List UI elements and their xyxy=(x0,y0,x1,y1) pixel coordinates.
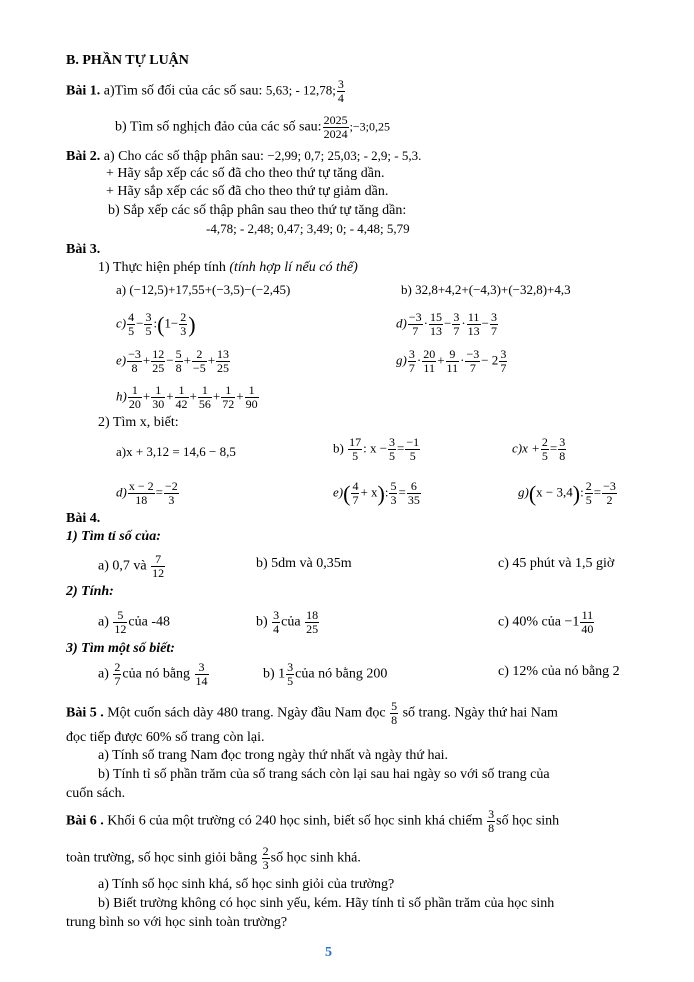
bai3-x-e: e)( $\frac{4}{7}$ + x): $\frac{5}{3}$ = $\frac{6}{35}$ xyxy=(333,479,420,507)
bai4-r1-c: c) 45 phút và 1,5 giờ xyxy=(498,556,615,571)
bai4-r2-b: b) $\frac{3}{4}$ của $\frac{18}{25}$ xyxy=(256,608,319,636)
bai3-x-b: b) $\frac{17}{5}$ : x − $\frac{3}{5}$ = $\frac{-1}{5}$ xyxy=(333,435,420,463)
bai3-part2: 2) Tìm x, biết: xyxy=(98,415,179,430)
fraction: $\frac{13}{25}$ xyxy=(217,347,230,375)
bai3-d: d) $\frac{-3}{7}$ · $\frac{15}{13}$ − $\frac{3}{7}$ · $\frac{11}{13}$ − $\frac{3}{7}$ xyxy=(396,310,497,338)
bai1-line-b xyxy=(115,114,390,141)
fraction: $\frac{3}{8}$ xyxy=(559,435,566,463)
fraction: $\frac{5}{12}$ xyxy=(114,608,127,636)
bai3-p1-text: 1) Thực hiện phép tính xyxy=(98,260,226,275)
fraction: $\frac{2}{7}$ xyxy=(114,660,121,688)
bai2-line-a xyxy=(66,147,421,165)
fraction: $\frac{5}{8}$ xyxy=(391,699,398,727)
bai6-label: Bài 6 . xyxy=(66,813,104,829)
fraction: $\frac{3}{14}$ xyxy=(195,660,208,688)
bai3-x-g: g)(x − 3,4): $\frac{2}{5}$ = $\frac{-3}{2}$ xyxy=(518,479,616,507)
bai4-r2-c: c) 40% của −1 $\frac{11}{40}$ xyxy=(498,608,594,636)
bai1-a-nums: 5,63; - 12,78; xyxy=(265,82,336,98)
bai5-line-5: cuốn sách. xyxy=(66,786,126,801)
fraction: $\frac{3}{7}$ xyxy=(491,310,497,338)
bai5-line-4: b) Tính tỉ số phần trăm của số trang sách còn lại sau hai ngày so với số trang của xyxy=(98,767,550,782)
bai5-line-2: đọc tiếp được 60% số trang còn lại. xyxy=(66,730,265,745)
bai2-plus1: + Hãy sắp xếp các số đã cho theo thứ tự tăng dần. xyxy=(106,166,385,181)
bai6-line-2: toàn trường, số học sinh giỏi bằng $\frac{2}{3}$ số học sinh khá. xyxy=(66,844,361,872)
fraction: $\frac{11}{40}$ xyxy=(581,608,594,636)
fraction: $\frac{-3}{2}$ xyxy=(603,479,616,507)
bai4-r3-b: b) 1 $\frac{3}{5}$ của nó bằng 200 xyxy=(263,660,388,688)
fraction: $\frac{1}{42}$ xyxy=(175,383,188,411)
bai4-heading-2: 2) Tính: xyxy=(66,584,114,599)
fraction: $\frac{1}{20}$ xyxy=(128,383,141,411)
bai2-label: Bài 2. xyxy=(66,149,101,164)
bai3-a: a) (−12,5)+17,55+(−3,5)−(−2,45) xyxy=(116,282,291,297)
fraction: $\frac{3}{5}$ xyxy=(389,435,396,463)
bai5-line-1: Bài 5 . Một cuốn sách dày 480 trang. Ngày đầu Nam đọc $\frac{5}{8}$ số trang. Ngày thứ hai Nam xyxy=(66,699,558,727)
bai6-line-1: Bài 6 . Khối 6 của một trường có 240 học sinh, biết số học sinh khá chiếm $\frac{3}{8}$ số học sinh xyxy=(66,807,560,835)
fraction: $\frac{2}{5}$ xyxy=(541,435,548,463)
fraction: $\frac{12}{25}$ xyxy=(152,347,165,375)
bai3-c: c) $\frac{4}{5}$ − $\frac{3}{5}$ :(1− $\frac{2}{3}$ ) xyxy=(116,310,196,338)
bai4-r1-b: b) 5dm và 0,35m xyxy=(256,556,352,571)
section-title: B. PHẦN TỰ LUẬN xyxy=(66,53,189,68)
fraction: $\frac{2025}{2024}$ xyxy=(323,113,348,141)
bai1-line-a xyxy=(66,78,346,105)
bai6-line-5: trung bình so với học sinh toàn trường? xyxy=(66,915,288,930)
bai5-label: Bài 5 . xyxy=(66,705,104,721)
fraction: $\frac{15}{13}$ xyxy=(429,310,442,338)
bai2-b-nums: -4,78; - 2,48; 0,47; 3,49; 0; - 4,48; 5,79 xyxy=(206,221,410,236)
fraction: $\frac{1}{90}$ xyxy=(245,383,258,411)
page-number: 5 xyxy=(325,945,332,960)
fraction: $\frac{3}{7}$ xyxy=(500,347,507,375)
fraction: $\frac{3}{4}$ xyxy=(273,608,280,636)
fraction: $\frac{3}{4}$ xyxy=(337,77,344,105)
bai3-b: b) 32,8+4,2+(−4,3)+(−32,8)+4,3 xyxy=(401,282,571,297)
bai1-a-text: a)Tìm số đối của các số sau: xyxy=(103,83,263,99)
fraction: $\frac{7}{12}$ xyxy=(152,552,165,580)
fraction: $\frac{17}{5}$ xyxy=(349,435,362,463)
fraction: $\frac{3}{7}$ xyxy=(453,310,460,338)
fraction: $\frac{5}{8}$ xyxy=(175,347,182,375)
fraction: $\frac{5}{3}$ xyxy=(390,479,397,507)
bai2-b-text: b) Sắp xếp các số thập phân sau theo thứ tự tăng dần: xyxy=(108,203,407,218)
bai1-label: Bài 1. xyxy=(66,83,101,99)
fraction: $\frac{3}{8}$ xyxy=(488,807,495,835)
bai6-line-4: b) Biết trường không có học sinh yếu, kém. Hãy tính tỉ số phần trăm của học sinh xyxy=(98,896,555,911)
bai4-label: Bài 4. xyxy=(66,511,101,526)
fraction: $\frac{2}{3}$ xyxy=(262,844,269,872)
bai3-h: h) $\frac{1}{20}$ + $\frac{1}{30}$ + $\frac{1}{42}$ + $\frac{1}{56}$ + $\frac{1}{72}$ + $\frac{1}{90}$ xyxy=(116,383,258,411)
fraction: $\frac{4}{7}$ xyxy=(352,479,359,507)
bai4-r3-c: c) 12% của nó bằng 2 xyxy=(498,664,620,679)
fraction: $\frac{9}{11}$ xyxy=(446,347,459,375)
fraction: $\frac{2}{-5}$ xyxy=(192,347,206,375)
fraction: $\frac{1}{56}$ xyxy=(198,383,211,411)
bai1-b-rest: ;−3;0,25 xyxy=(349,119,391,134)
fraction: $\frac{-3}{8}$ xyxy=(128,347,141,375)
bai2-a-text: a) Cho các số thập phân sau: xyxy=(103,149,264,164)
bai1-b-text: b) Tìm số nghịch đảo của các số sau: xyxy=(115,119,322,135)
bai3-x-a: a)x + 3,12 = 14,6 − 8,5 xyxy=(116,444,236,459)
fraction: $\frac{4}{5}$ xyxy=(128,310,135,338)
fraction: $\frac{-3}{7}$ xyxy=(466,347,480,375)
bai4-heading-3: 3) Tìm một số biết: xyxy=(66,641,175,656)
bai3-part1 xyxy=(98,259,358,276)
fraction: $\frac{11}{13}$ xyxy=(467,310,480,338)
fraction: $\frac{2}{3}$ xyxy=(180,310,187,338)
fraction: $\frac{3}{7}$ xyxy=(408,347,415,375)
bai2-a-nums: −2,99; 0,7; 25,03; - 2,9; - 5,3. xyxy=(267,148,422,163)
bai3-label: Bài 3. xyxy=(66,242,101,257)
fraction: $\frac{-1}{5}$ xyxy=(406,435,420,463)
bai3-g: g) $\frac{3}{7}$ · $\frac{20}{11}$ + $\frac{9}{11}$ · $\frac{-3}{7}$ − 2 $\frac{3}{7}$ xyxy=(396,347,507,375)
bai2-plus2: + Hãy sắp xếp các số đã cho theo thứ tự giảm dần. xyxy=(106,184,389,199)
bai4-r3-a: a) $\frac{2}{7}$ của nó bằng $\frac{3}{14}$ xyxy=(98,660,208,688)
bai4-r1-a: a) 0,7 và $\frac{7}{12}$ xyxy=(98,552,165,580)
fraction: $\frac{3}{5}$ xyxy=(287,660,294,688)
fraction: $\frac{1}{30}$ xyxy=(152,383,165,411)
fraction: $\frac{18}{25}$ xyxy=(306,608,319,636)
bai3-e: e) $\frac{-3}{8}$ + $\frac{12}{25}$ − $\frac{5}{8}$ + $\frac{2}{-5}$ + $\frac{13}{25}$ xyxy=(116,347,230,375)
bai4-heading-1: 1) Tìm tỉ số của: xyxy=(66,529,161,544)
bai3-x-c: c)x + $\frac{2}{5}$ = $\frac{3}{8}$ xyxy=(512,435,566,463)
bai4-r2-a: a) $\frac{5}{12}$ của -48 xyxy=(98,608,170,636)
fraction: $\frac{1}{72}$ xyxy=(222,383,235,411)
fraction: $\frac{-3}{7}$ xyxy=(408,310,422,338)
bai6-line-3: a) Tính số học sinh khá, số học sinh giỏi của trường? xyxy=(98,877,395,892)
bai3-p1-note: (tính hợp lí nếu có thể) xyxy=(229,260,358,275)
fraction: $\frac{-2}{3}$ xyxy=(164,479,178,507)
bai3-x-d: d) $\frac{x - 2}{18}$ = $\frac{-2}{3}$ xyxy=(116,479,178,507)
fraction: $\frac{3}{5}$ xyxy=(145,310,152,338)
bai5-line-3: a) Tính số trang Nam đọc trong ngày thứ nhất và ngày thứ hai. xyxy=(98,748,449,763)
fraction: $\frac{6}{35}$ xyxy=(407,479,420,507)
fraction: $\frac{2}{5}$ xyxy=(585,479,592,507)
fraction: $\frac{x - 2}{18}$ xyxy=(128,479,154,507)
fraction: $\frac{20}{11}$ xyxy=(423,347,436,375)
